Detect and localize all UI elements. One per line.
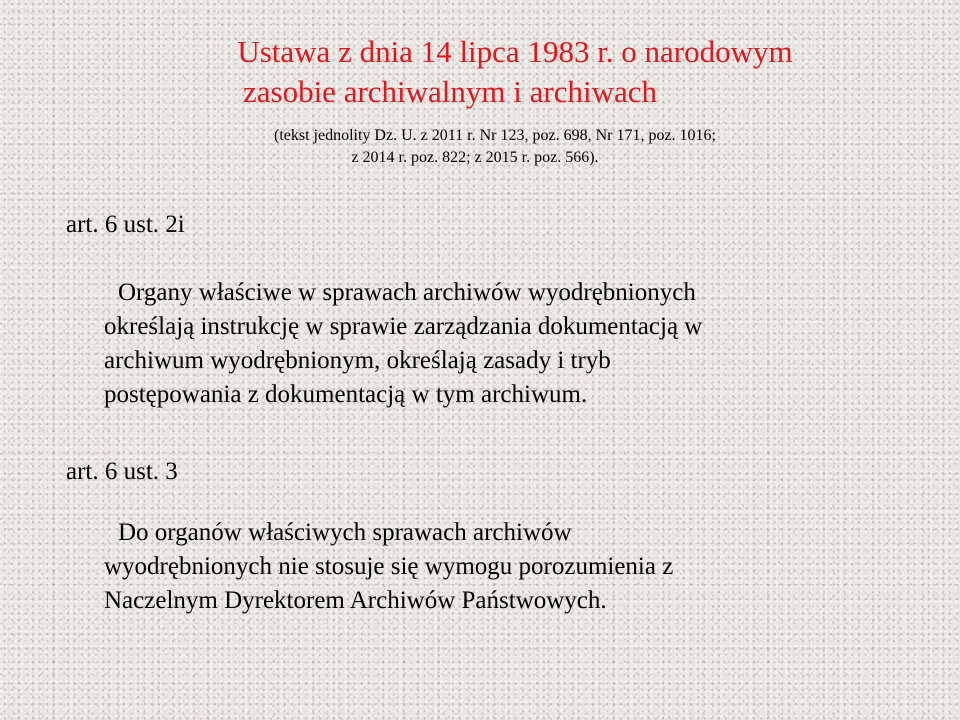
text-line: Organy właściwe w sprawach archiwów wyodrębnionych	[118, 279, 696, 306]
slide-title-line-2: zasobie archiwalnym i archiwach	[242, 74, 657, 109]
text-line: Naczelnym Dyrektorem Archiwów Państwowych.	[104, 587, 607, 614]
section-text-art-6-3	[104, 516, 864, 618]
text-line: Do organów właściwych sprawach archiwów	[118, 519, 572, 546]
legal-citation	[150, 125, 830, 169]
slide-title	[140, 32, 860, 112]
legal-citation-line-1: (tekst jednolity Dz. U. z 2011 r. Nr 123, poz. 698, Nr 171, poz. 1016;	[273, 127, 716, 144]
text-line: postępowania z dokumentacją w tym archiwum.	[104, 381, 588, 408]
text-line: wyodrębnionych nie stosuje się wymogu porozumienia z	[104, 553, 674, 580]
section-text-art-6-2i	[104, 276, 864, 412]
section-heading-art-6-2i: art. 6 ust. 2i	[66, 211, 185, 238]
text-line: określają instrukcję w sprawie zarządzania dokumentacją w	[104, 313, 703, 340]
section-heading-art-6-3: art. 6 ust. 3	[66, 458, 178, 485]
slide-title-line-1: Ustawa z dnia 14 lipca 1983 r. o narodowym	[237, 34, 793, 69]
text-line: archiwum wyodrębnionym, określają zasady i tryb	[104, 347, 611, 374]
legal-citation-line-2: z 2014 r. poz. 822; z 2015 r. poz. 566).	[351, 149, 599, 166]
